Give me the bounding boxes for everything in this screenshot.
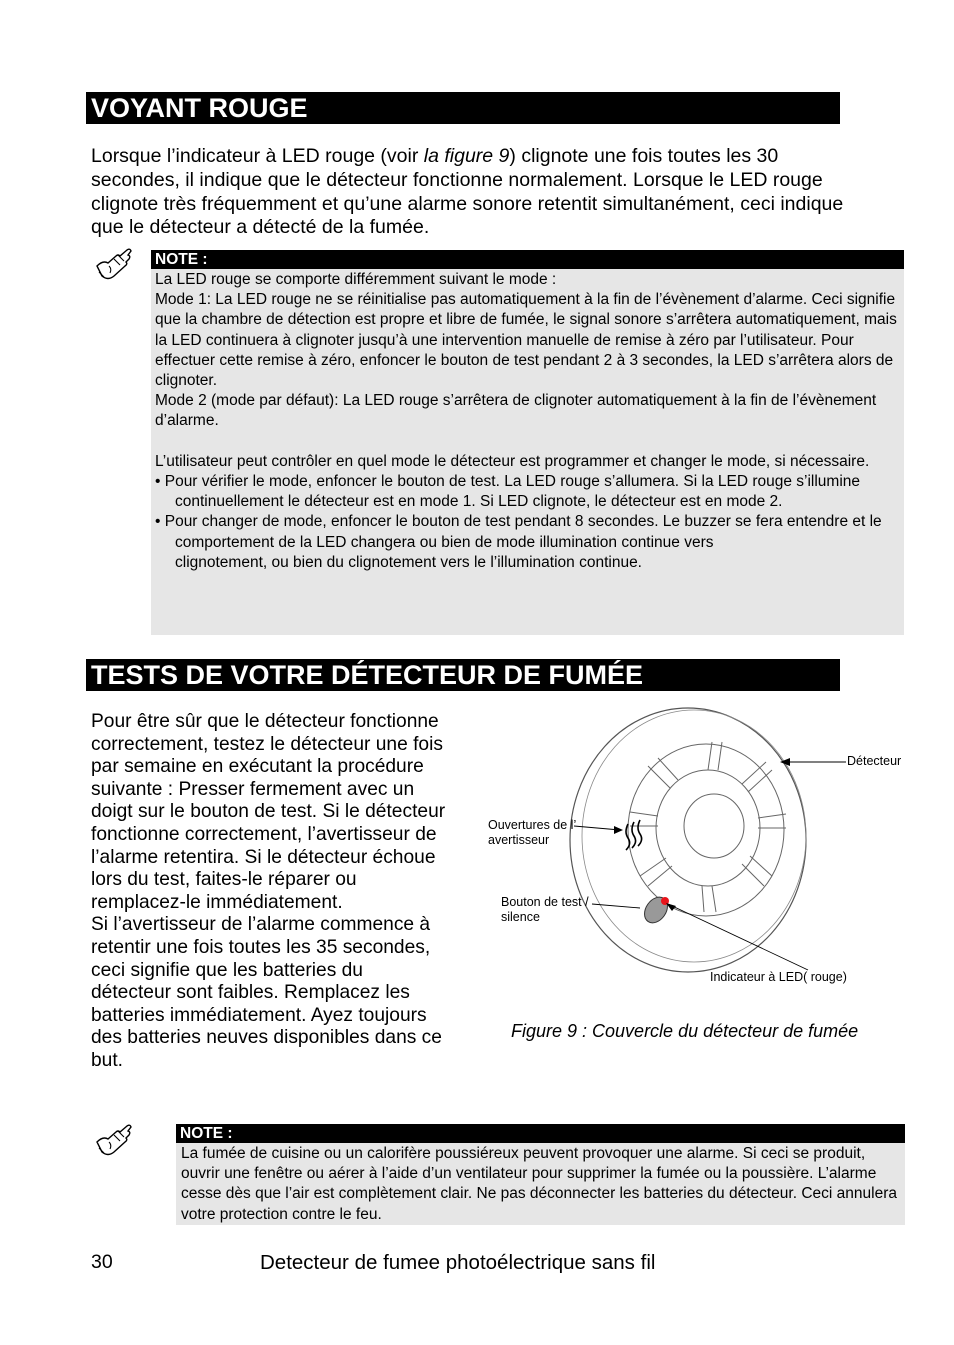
label-button-line1: Bouton de test / (501, 895, 589, 909)
note-hand-icon (94, 246, 134, 282)
tests-low-battery: Si l’avertisseur de l’alarme commence à retentir une fois toutes les 35 secondes, ceci signifie que les batteries du détecteur sont faibles. Remplacez les batteries immédiatement. Ayez toujours des batteries neuves disponibles dans ce but. (91, 914, 442, 1071)
note-label: NOTE : (151, 250, 904, 269)
note-label: NOTE : (176, 1124, 905, 1143)
tests-procedure: Pour être sûr que le détecteur fonctionne correctement, testez le détecteur une fois par semaine en exécutant la procédure suivante : Presser fermement avec un doigt sur le bouton de test. Si le détecteur fonctionne correctement, l’avertisseur de l’alarme retentira. Si le détecteur échoue lors du test, faites-le réparer ou remplacez-le immédiatement. (91, 711, 446, 913)
detector-figure (480, 706, 920, 1006)
label-siren-line2: avertisseur (488, 833, 550, 847)
label-siren-openings (488, 818, 576, 848)
detector-drawing (480, 706, 920, 1006)
figure-reference: la figure 9 (423, 145, 510, 167)
section-title-voyant-rouge: VOYANT ROUGE (86, 92, 840, 124)
tests-paragraph (91, 711, 447, 1073)
para-text-end: ) clignote une fois toutes les 30 secondes, il indique que le détecteur fonctionne normalement. Lorsque le LED rouge clignote très fréquemment et qu’une alarme sonore retentit simultanément, ceci indique que le détecteur a détecté de la fumée. (91, 145, 844, 239)
note-box-smoke-false-alarm (176, 1124, 905, 1225)
note-bullet-change-mode: • Pour changer de mode, enfoncer le bouton de test pendant 8 secondes. Le buzzer se fera entendre et le comportement de la LED changera ou bien de mode illumination continue vers (155, 513, 882, 551)
para-text-start: Lorsque l’indicateur à LED rouge (voir (91, 145, 424, 167)
voyant-rouge-paragraph (91, 145, 851, 240)
note-line: La LED rouge se comporte différemment suivant le mode : (155, 271, 557, 288)
label-detector: Détecteur (847, 754, 902, 768)
note-bullet-check-mode: • Pour vérifier le mode, enfoncer le bouton de test. La LED rouge s’allumera. Si la LED rouge s’illumine continuellement le détecteur est en mode 1. Si LED clignote, le détecteur est en mode 2. (155, 473, 861, 511)
label-test-button (501, 895, 589, 925)
footer-title: Detecteur de fumee photoélectrique sans fil (260, 1251, 656, 1274)
note-intro: L’utilisateur peut contrôler en quel mode le détecteur est programmer et changer le mode, si nécessaire. (155, 452, 870, 470)
page-number: 30 (91, 1251, 113, 1273)
section-title-tests: TESTS DE VOTRE DÉTECTEUR DE FUMÉE (86, 659, 840, 691)
note-mode-2: Mode 2 (mode par défaut): La LED rouge s’arrêtera de clignoter automatiquement à la fin de l’évènement d’alarme. (155, 392, 877, 430)
note-mode-1: Mode 1: La LED rouge ne se réinitialise pas automatiquement à la fin de l’évènement d’alarme. Ceci signifie que la chambre de détection est propre et libre de fumée, le signal sonore s’arrêtera automatiquement, mais la LED continuera à clignoter jusqu’à une intervention manuelle de remise à zéro par l’utilisateur. Pour effectuer cette remise à zéro, enfoncer le bouton de test pendant 2 à 3 secondes, la LED s’arrêtera alors de clignoter. (155, 291, 897, 390)
note-body (176, 1143, 905, 1225)
label-led: Indicateur à LED( rouge) (710, 970, 847, 984)
note-spacer (155, 432, 900, 452)
note-body (151, 269, 904, 573)
note-box-led-modes (151, 250, 904, 635)
note-hand-icon (94, 1122, 134, 1158)
figure-caption: Figure 9 : Couvercle du détecteur de fumée (511, 1021, 859, 1041)
label-button-line2: silence (501, 910, 540, 924)
note-bullet-continuation: clignotement, ou bien du clignotement vers le l’illumination continue. (175, 553, 642, 571)
note-text: La fumée de cuisine ou un calorifère poussiéreux peuvent provoquer une alarme. Si ceci se produit, ouvrir une fenêtre ou aérer à l’aide d’un ventilateur pour supprimer la fumée ou la poussière. L’alarme cesse dès que l’air est complètement clair. Ne pas déconnecter les batteries du détecteur. Ceci annulera votre protection contre le feu. (181, 1145, 897, 1223)
label-siren-line1: Ouvertures de l’ (488, 818, 577, 832)
